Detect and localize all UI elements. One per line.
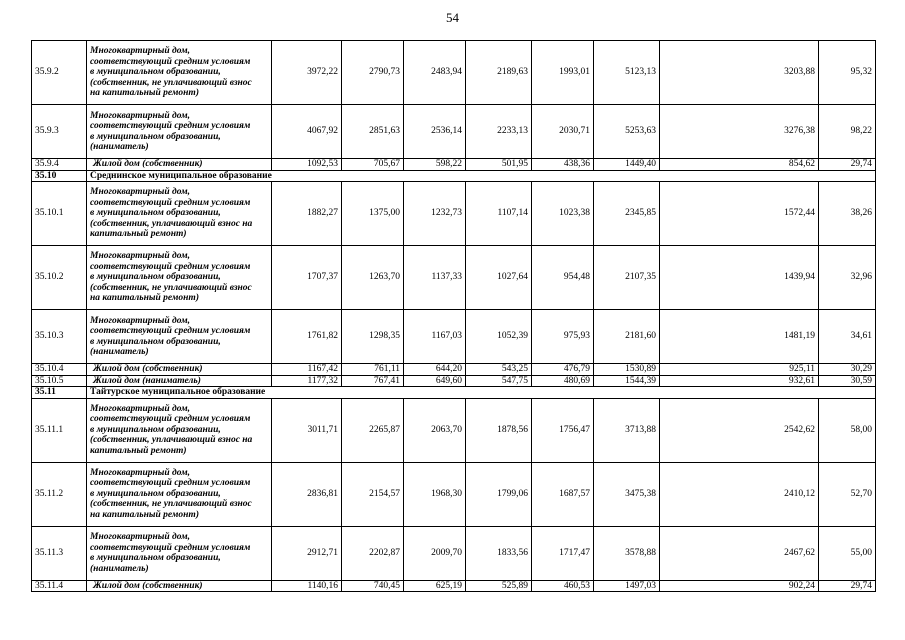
value-cell: 3713,88 bbox=[594, 398, 660, 462]
description-line: соответствующий средним условиям bbox=[90, 261, 251, 272]
value-cell: 1232,73 bbox=[404, 182, 466, 246]
value-cell: 5123,13 bbox=[594, 41, 660, 105]
value-cell: 1092,53 bbox=[272, 159, 342, 171]
value-cell: 3203,88 bbox=[660, 41, 819, 105]
value-cell: 2233,13 bbox=[466, 105, 532, 159]
value-cell: 3475,38 bbox=[594, 462, 660, 526]
value-cell: 1687,57 bbox=[532, 462, 594, 526]
row-code: 35.10.1 bbox=[32, 182, 87, 246]
value-cell: 2265,87 bbox=[342, 398, 404, 462]
value-cell: 854,62 bbox=[660, 159, 819, 171]
description-line: Жилой дом (собственник) bbox=[93, 159, 203, 169]
value-cell: 1572,44 bbox=[660, 182, 819, 246]
description-line: соответствующий средним условиям bbox=[90, 542, 251, 553]
row-description bbox=[87, 105, 272, 159]
value-cell: 2202,87 bbox=[342, 526, 404, 580]
row-code: 35.10.2 bbox=[32, 246, 87, 310]
value-cell: 2345,85 bbox=[594, 182, 660, 246]
value-cell: 1707,37 bbox=[272, 246, 342, 310]
row-code: 35.11.1 bbox=[32, 398, 87, 462]
value-cell: 95,32 bbox=[819, 41, 876, 105]
description-line: соответствующий средним условиям bbox=[90, 414, 251, 425]
table-row bbox=[32, 526, 876, 580]
section-title: Тайтурское муниципальное образование bbox=[87, 387, 876, 399]
row-description bbox=[87, 398, 272, 462]
description-line: в муниципальном образовании, bbox=[90, 272, 221, 283]
description-line: Жилой дом (собственник) bbox=[93, 364, 203, 374]
value-cell: 1140,16 bbox=[272, 580, 342, 592]
value-cell: 902,24 bbox=[660, 580, 819, 592]
row-code: 35.9.3 bbox=[32, 105, 87, 159]
value-cell: 29,74 bbox=[819, 580, 876, 592]
value-cell: 2107,35 bbox=[594, 246, 660, 310]
value-cell: 767,41 bbox=[342, 375, 404, 387]
value-cell: 476,79 bbox=[532, 364, 594, 376]
value-cell: 2912,71 bbox=[272, 526, 342, 580]
row-code: 35.11.3 bbox=[32, 526, 87, 580]
description-line: Жилой дом (наниматель) bbox=[93, 375, 201, 386]
value-cell: 1993,01 bbox=[532, 41, 594, 105]
description-line: Многоквартирный дом, bbox=[90, 46, 191, 57]
value-cell: 625,19 bbox=[404, 580, 466, 592]
value-cell: 2154,57 bbox=[342, 462, 404, 526]
table-row bbox=[32, 246, 876, 310]
value-cell: 2063,70 bbox=[404, 398, 466, 462]
value-cell: 3011,71 bbox=[272, 398, 342, 462]
value-cell: 2851,63 bbox=[342, 105, 404, 159]
row-description bbox=[87, 375, 272, 387]
value-cell: 598,22 bbox=[404, 159, 466, 171]
description-line: (наниматель) bbox=[90, 563, 149, 574]
description-line: (наниматель) bbox=[90, 347, 149, 357]
row-code: 35.10.5 bbox=[32, 375, 87, 387]
row-description bbox=[87, 246, 272, 310]
value-cell: 932,61 bbox=[660, 375, 819, 387]
description-line: в муниципальном образовании, bbox=[90, 553, 221, 563]
value-cell: 58,00 bbox=[819, 398, 876, 462]
description-line: в муниципальном образовании, bbox=[90, 336, 221, 347]
section-code: 35.10 bbox=[32, 170, 87, 182]
value-cell: 1481,19 bbox=[660, 310, 819, 364]
value-cell: 1878,56 bbox=[466, 398, 532, 462]
row-description bbox=[87, 462, 272, 526]
table-row bbox=[32, 364, 876, 376]
value-cell: 649,60 bbox=[404, 375, 466, 387]
value-cell: 1298,35 bbox=[342, 310, 404, 364]
section-row bbox=[32, 170, 876, 182]
value-cell: 30,59 bbox=[819, 375, 876, 387]
value-cell: 2189,63 bbox=[466, 41, 532, 105]
value-cell: 1263,70 bbox=[342, 246, 404, 310]
row-code: 35.11.2 bbox=[32, 462, 87, 526]
description-line: на капитальный ремонт) bbox=[90, 293, 199, 304]
description-line: на капитальный ремонт) bbox=[90, 509, 199, 520]
value-cell: 38,26 bbox=[819, 182, 876, 246]
description-line: (наниматель) bbox=[90, 142, 149, 152]
value-cell: 705,67 bbox=[342, 159, 404, 171]
page-number: 54 bbox=[446, 10, 459, 25]
section-title: Среднинское муниципальное образование bbox=[87, 170, 876, 182]
value-cell: 2009,70 bbox=[404, 526, 466, 580]
table-row bbox=[32, 182, 876, 246]
description-line: соответствующий средним условиям bbox=[90, 326, 251, 336]
description-line: капитальный ремонт) bbox=[90, 229, 187, 240]
row-description bbox=[87, 580, 272, 592]
value-cell: 2836,81 bbox=[272, 462, 342, 526]
row-description bbox=[87, 159, 272, 171]
value-cell: 740,45 bbox=[342, 580, 404, 592]
tariff-table bbox=[31, 40, 876, 592]
description-line: (собственник, не уплачивающий взнос bbox=[90, 77, 252, 88]
value-cell: 1167,42 bbox=[272, 364, 342, 376]
value-cell: 1756,47 bbox=[532, 398, 594, 462]
row-description bbox=[87, 41, 272, 105]
value-cell: 1544,39 bbox=[594, 375, 660, 387]
value-cell: 55,00 bbox=[819, 526, 876, 580]
row-code: 35.10.4 bbox=[32, 364, 87, 376]
description-line: Многоквартирный дом, bbox=[90, 315, 191, 326]
value-cell: 3972,22 bbox=[272, 41, 342, 105]
row-code: 35.10.3 bbox=[32, 310, 87, 364]
row-description bbox=[87, 526, 272, 580]
description-line: в муниципальном образовании, bbox=[90, 424, 221, 435]
table-row bbox=[32, 310, 876, 364]
description-line: Многоквартирный дом, bbox=[90, 251, 191, 262]
description-line: Многоквартирный дом, bbox=[90, 110, 191, 121]
value-cell: 975,93 bbox=[532, 310, 594, 364]
row-code: 35.9.2 bbox=[32, 41, 87, 105]
value-cell: 2467,62 bbox=[660, 526, 819, 580]
value-cell: 1799,06 bbox=[466, 462, 532, 526]
description-line: в муниципальном образовании, bbox=[90, 208, 221, 219]
description-line: Многоквартирный дом, bbox=[90, 532, 191, 542]
value-cell: 1052,39 bbox=[466, 310, 532, 364]
table-row bbox=[32, 41, 876, 105]
table-row bbox=[32, 375, 876, 387]
value-cell: 438,36 bbox=[532, 159, 594, 171]
value-cell: 3578,88 bbox=[594, 526, 660, 580]
description-line: на капитальный ремонт) bbox=[90, 88, 199, 99]
description-line: Многоквартирный дом, bbox=[90, 467, 191, 478]
table-row bbox=[32, 462, 876, 526]
description-line: соответствующий средним условиям bbox=[90, 197, 251, 208]
value-cell: 1137,33 bbox=[404, 246, 466, 310]
value-cell: 3276,38 bbox=[660, 105, 819, 159]
description-line: (собственник, не уплачивающий взнос bbox=[90, 282, 252, 293]
value-cell: 1167,03 bbox=[404, 310, 466, 364]
value-cell: 1717,47 bbox=[532, 526, 594, 580]
value-cell: 30,29 bbox=[819, 364, 876, 376]
value-cell: 98,22 bbox=[819, 105, 876, 159]
value-cell: 1439,94 bbox=[660, 246, 819, 310]
row-description bbox=[87, 364, 272, 376]
value-cell: 1375,00 bbox=[342, 182, 404, 246]
value-cell: 1530,89 bbox=[594, 364, 660, 376]
value-cell: 543,25 bbox=[466, 364, 532, 376]
description-line: соответствующий средним условиям bbox=[90, 56, 251, 67]
value-cell: 644,20 bbox=[404, 364, 466, 376]
value-cell: 460,53 bbox=[532, 580, 594, 592]
table-body bbox=[32, 41, 876, 592]
value-cell: 1968,30 bbox=[404, 462, 466, 526]
value-cell: 2410,12 bbox=[660, 462, 819, 526]
value-cell: 501,95 bbox=[466, 159, 532, 171]
value-cell: 2542,62 bbox=[660, 398, 819, 462]
value-cell: 525,89 bbox=[466, 580, 532, 592]
value-cell: 2536,14 bbox=[404, 105, 466, 159]
description-line: Многоквартирный дом, bbox=[90, 187, 191, 198]
row-code: 35.11.4 bbox=[32, 580, 87, 592]
value-cell: 2790,73 bbox=[342, 41, 404, 105]
row-code: 35.9.4 bbox=[32, 159, 87, 171]
row-description bbox=[87, 310, 272, 364]
value-cell: 1497,03 bbox=[594, 580, 660, 592]
description-line: капитальный ремонт) bbox=[90, 445, 187, 456]
description-line: (собственник, уплачивающий взнос на bbox=[90, 218, 253, 229]
description-line: в муниципальном образовании, bbox=[90, 67, 221, 78]
description-line: Многоквартирный дом, bbox=[90, 403, 191, 414]
value-cell: 1833,56 bbox=[466, 526, 532, 580]
value-cell: 5253,63 bbox=[594, 105, 660, 159]
description-line: соответствующий средним условиям bbox=[90, 478, 251, 489]
value-cell: 32,96 bbox=[819, 246, 876, 310]
table-row bbox=[32, 398, 876, 462]
value-cell: 1027,64 bbox=[466, 246, 532, 310]
value-cell: 1107,14 bbox=[466, 182, 532, 246]
description-line: (собственник, не уплачивающий взнос bbox=[90, 499, 252, 510]
description-line: (собственник, уплачивающий взнос на bbox=[90, 435, 253, 446]
value-cell: 52,70 bbox=[819, 462, 876, 526]
description-line: в муниципальном образовании, bbox=[90, 488, 221, 499]
value-cell: 2181,60 bbox=[594, 310, 660, 364]
value-cell: 925,11 bbox=[660, 364, 819, 376]
value-cell: 954,48 bbox=[532, 246, 594, 310]
row-description bbox=[87, 182, 272, 246]
description-line: Жилой дом (собственник) bbox=[93, 580, 203, 591]
value-cell: 2483,94 bbox=[404, 41, 466, 105]
table-row bbox=[32, 105, 876, 159]
section-row bbox=[32, 387, 876, 399]
value-cell: 761,11 bbox=[342, 364, 404, 376]
value-cell: 2030,71 bbox=[532, 105, 594, 159]
value-cell: 1177,32 bbox=[272, 375, 342, 387]
value-cell: 4067,92 bbox=[272, 105, 342, 159]
value-cell: 1761,82 bbox=[272, 310, 342, 364]
value-cell: 480,69 bbox=[532, 375, 594, 387]
description-line: в муниципальном образовании, bbox=[90, 131, 221, 142]
value-cell: 1449,40 bbox=[594, 159, 660, 171]
section-code: 35.11 bbox=[32, 387, 87, 399]
value-cell: 1882,27 bbox=[272, 182, 342, 246]
table-row bbox=[32, 159, 876, 171]
table-row bbox=[32, 580, 876, 592]
value-cell: 1023,38 bbox=[532, 182, 594, 246]
value-cell: 29,74 bbox=[819, 159, 876, 171]
value-cell: 34,61 bbox=[819, 310, 876, 364]
value-cell: 547,75 bbox=[466, 375, 532, 387]
description-line: соответствующий средним условиям bbox=[90, 121, 251, 131]
